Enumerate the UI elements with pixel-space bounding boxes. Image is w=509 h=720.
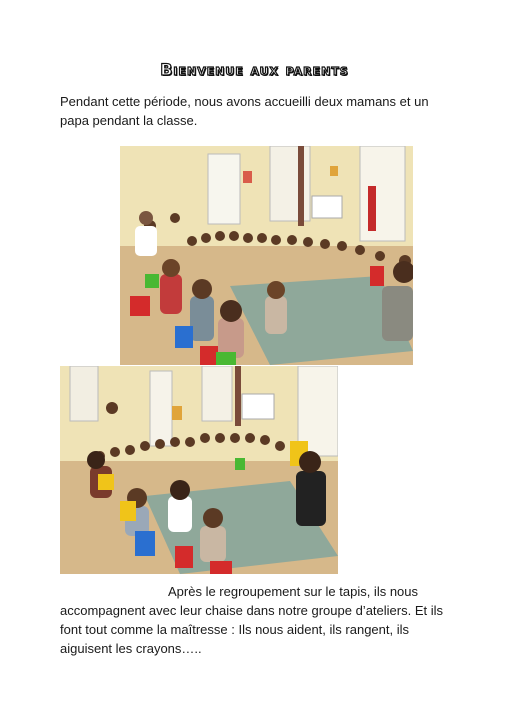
classroom-photo-2-image [60,366,338,574]
classroom-photo-1 [120,146,413,365]
classroom-photo-1-image [120,146,413,365]
intro-paragraph: Pendant cette période, nous avons accueilli deux mamans et un papa pendant la classe. [60,94,429,128]
closing-text: Après le regroupement sur le tapis, ils nous accompagnent avec leur chaise dans notre groupe d’ateliers. Et ils font tout comme la maîtresse : Ils nous aident, ils rangent, ils aiguisent les crayons….. [60,584,443,656]
classroom-photo-2 [60,366,338,574]
page-title: Bienvenue aux parents [160,60,349,79]
closing-paragraph [60,582,460,658]
